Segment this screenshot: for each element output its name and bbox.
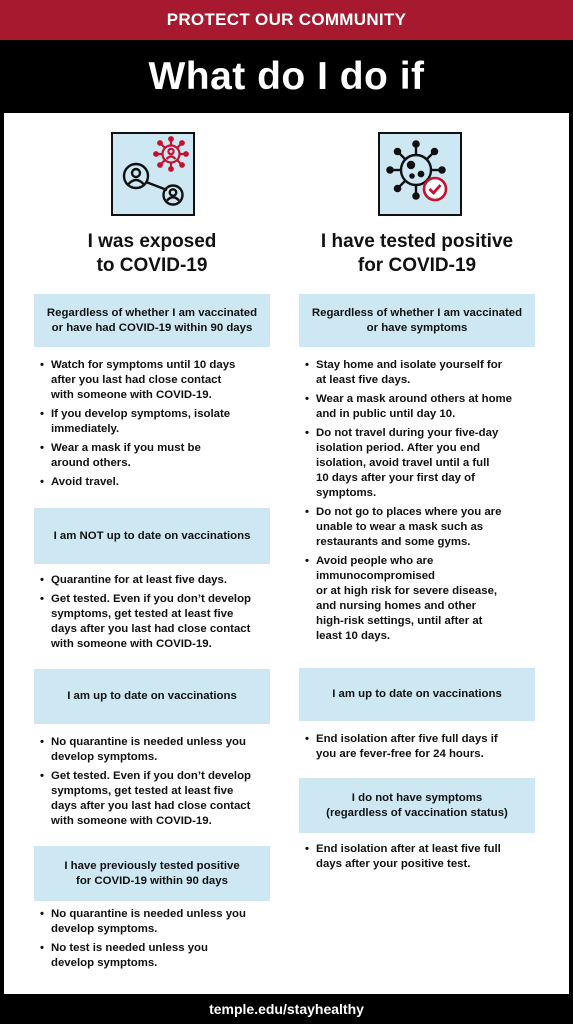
bullet-text: Avoid travel. <box>51 476 119 488</box>
list-item <box>305 732 533 762</box>
title-banner <box>0 40 573 113</box>
bullet-text: No test is needed unless you develop symptoms. <box>51 942 208 969</box>
virus-checkmark-icon <box>378 132 462 216</box>
bullet-text: Do not travel during your five-day isolation period. After you end isolation, avoid travel until a full 10 days after your first day of symptoms. <box>316 427 499 499</box>
tag-text: I am up to date on vaccinations <box>67 690 237 702</box>
bullet-text: End isolation after at least five full days after your positive test. <box>316 843 501 870</box>
tag-no-symptoms <box>299 778 535 833</box>
list-item <box>40 441 268 471</box>
bullet-text: No quarantine is needed unless you develop symptoms. <box>51 908 246 935</box>
list-item <box>305 392 533 422</box>
tag-emphasis: NOT <box>79 529 104 542</box>
exposed-heading-text: I was exposed to COVID-19 <box>87 231 217 276</box>
bullet-list-regardless-positive <box>305 358 533 648</box>
bullet-text: Stay home and isolate yourself for at least five days. <box>316 359 503 386</box>
tested-positive-heading <box>299 230 535 278</box>
tag-text: I have previously tested positive for COVID-19 within 90 days <box>64 859 240 887</box>
tag-text: I do not have symptoms (regardless of vaccination status) <box>326 791 508 819</box>
list-item <box>40 475 268 490</box>
bullet-list-previously-positive <box>40 907 268 975</box>
tag-up-to-date-positive <box>299 668 535 721</box>
list-item <box>305 842 533 872</box>
list-item <box>40 407 268 437</box>
bullet-text: Wear a mask if you must be around others. <box>51 442 201 469</box>
kicker-banner <box>0 0 573 40</box>
exposed-heading <box>34 230 270 278</box>
people-network-virus-icon <box>111 132 195 216</box>
bullet-text: If you develop symptoms, isolate immediately. <box>51 408 231 435</box>
bullet-list-not-up-to-date <box>40 573 268 656</box>
list-item <box>40 735 268 765</box>
tag-suffix: up to date on vaccinations <box>103 529 251 542</box>
bullet-text: Wear a mask around others at home and in public until day 10. <box>316 393 513 420</box>
list-item <box>40 358 268 403</box>
list-item <box>40 769 268 829</box>
page-title: What do I do if <box>148 54 425 98</box>
footer-banner <box>0 994 573 1024</box>
bullet-list-up-to-date-exposed <box>40 735 268 833</box>
kicker-text: PROTECT OUR COMMUNITY <box>166 10 407 29</box>
bullet-text: Get tested. Even if you don’t develop symptoms, get tested at least five days after you last had close contact with someone with COVID-19. <box>51 593 251 650</box>
tag-up-to-date-exposed <box>34 669 270 724</box>
bullet-text: No quarantine is needed unless you develop symptoms. <box>51 736 246 763</box>
list-item <box>305 505 533 550</box>
tag-prefix: I am <box>53 529 80 542</box>
bullet-text: Avoid people who are immunocompromised or at high risk for severe disease, and nursing homes and other high-risk settings, until after at least 10 days. <box>316 555 498 642</box>
tag-text <box>54 529 251 544</box>
bullet-text: Get tested. Even if you don’t develop symptoms, get tested at least five days after you last had close contact with someone with COVID-19. <box>51 770 251 827</box>
tested-positive-heading-text: I have tested positive for COVID-19 <box>320 231 514 276</box>
bullet-text: Watch for symptoms until 10 days after you last had close contact with someone with COVID-19. <box>51 359 236 401</box>
list-item <box>40 941 268 971</box>
tag-text: Regardless of whether I am vaccinated or have had COVID-19 within 90 days <box>46 306 258 334</box>
list-item <box>305 554 533 644</box>
bullet-text: Do not go to places where you are unable to wear a mask such as restaurants and some gyms. <box>316 506 502 548</box>
bullet-list-regardless-exposed <box>40 358 268 494</box>
footer-link[interactable]: temple.edu/stayhealthy <box>209 1001 364 1017</box>
tag-regardless-positive <box>299 294 535 347</box>
bullet-list-up-to-date-positive <box>305 732 533 766</box>
tag-previously-positive <box>34 846 270 901</box>
tag-text: I am up to date on vaccinations <box>332 688 502 700</box>
list-item <box>40 907 268 937</box>
list-item <box>305 426 533 501</box>
bullet-text: End isolation after five full days if you are fever-free for 24 hours. <box>316 733 498 760</box>
content-panel <box>4 113 569 994</box>
bullet-list-no-symptoms <box>305 842 533 876</box>
tag-not-up-to-date <box>34 508 270 564</box>
list-item <box>40 592 268 652</box>
tag-text: Regardless of whether I am vaccinated or have symptoms <box>311 306 523 334</box>
list-item <box>305 358 533 388</box>
tag-regardless-exposed <box>34 294 270 347</box>
list-item <box>40 573 268 588</box>
bullet-text: Quarantine for at least five days. <box>51 574 227 586</box>
